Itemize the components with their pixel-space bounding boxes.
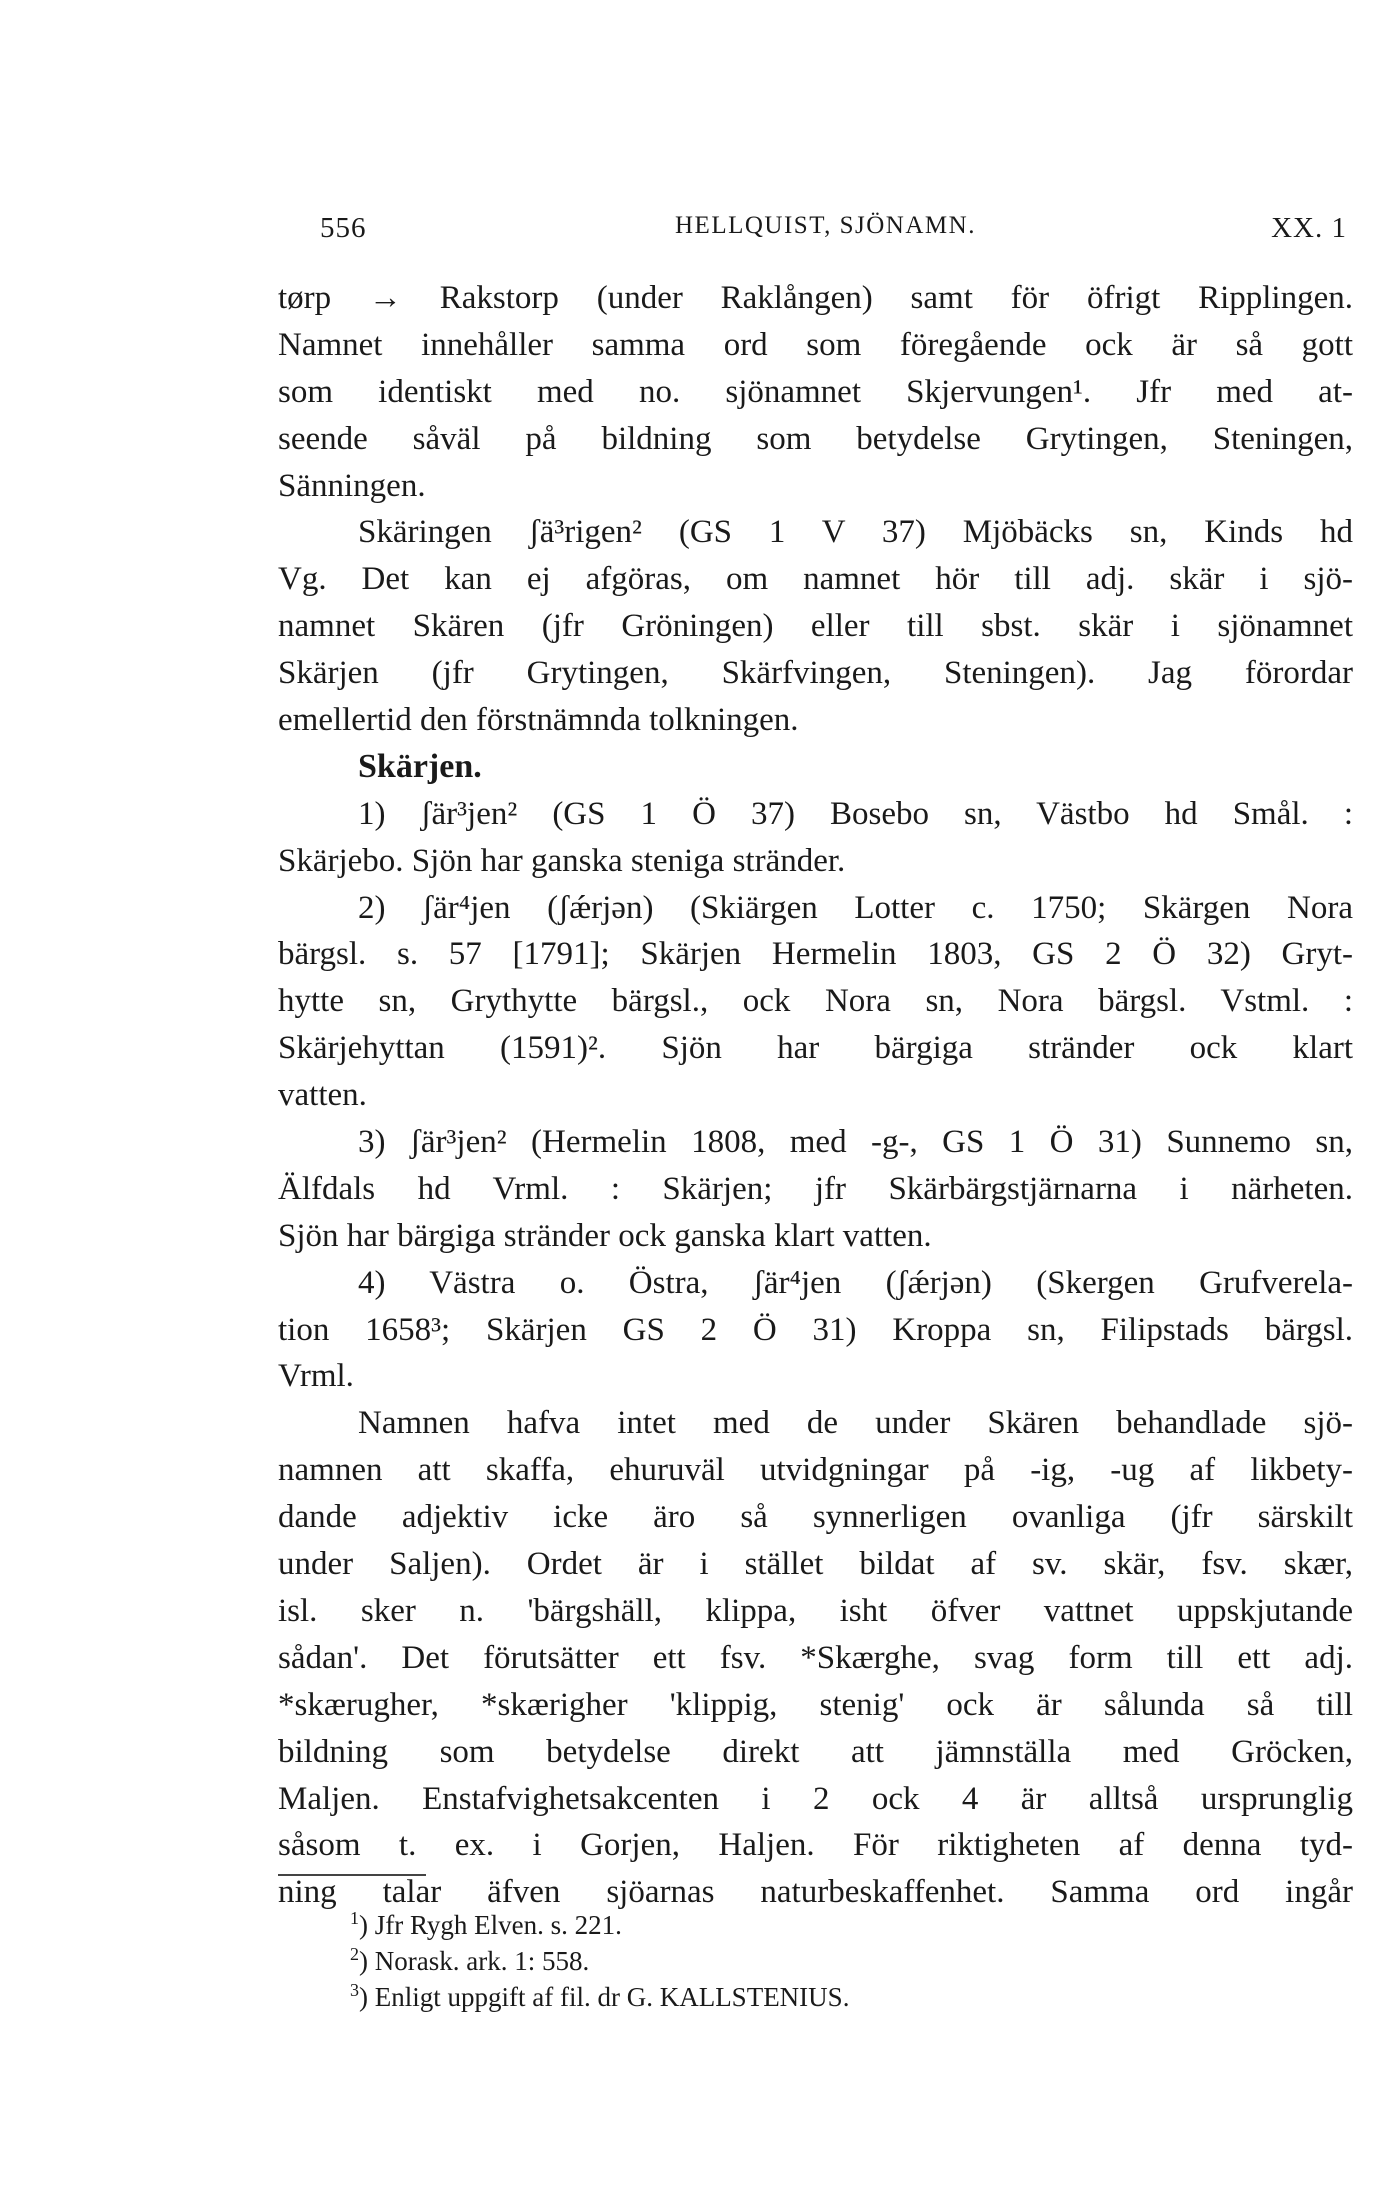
text-line: Skärjen (jfr Grytingen, Skärfvingen, Steningen). Jag förordar xyxy=(278,655,1353,692)
footnote-text: Jfr Rygh Elven. s. 221. xyxy=(374,1910,622,1940)
entry-heading-line: Skäringen ʃä³rigen² (GS 1 V 37) Mjöbäcks sn, Kinds hd xyxy=(358,514,1353,551)
entry-heading: Skärjen. xyxy=(358,747,482,785)
text-line: 1) ʃär³jen² (GS 1 Ö 37) Bosebo sn, Västbo hd Smål. : xyxy=(358,795,1353,832)
text-line: under Saljen). Ordet är i stället bildat af sv. skär, fsv. skær, xyxy=(278,1546,1353,1583)
footnote-number: 2 xyxy=(350,1944,359,1964)
page-number: 556 xyxy=(320,212,367,244)
text-line: bärgsl. s. 57 [1791]; Skärjen Hermelin 1803, GS 2 Ö 32) Gryt- xyxy=(278,936,1353,973)
text-line: såsom t. ex. i Gorjen, Haljen. För riktigheten af denna tyd- xyxy=(278,1827,1353,1864)
text-line: vatten. xyxy=(278,1077,367,1114)
running-title: HELLQUIST, SJÖNAMN. xyxy=(675,212,976,239)
text-line: Skärjebo. Sjön har ganska steniga stränder. xyxy=(278,842,846,879)
footnote: $^3$) Enligt uppgift af fil. dr G. KALLSTENIUS. xyxy=(350,1980,850,2012)
text-line: hytte sn, Grythytte bärgsl., ock Nora sn, Nora bärgsl. Vstml. : xyxy=(278,983,1353,1020)
text-line: 4) Västra o. Östra, ʃär⁴jen (ʃǽrjən) (Skergen Grufverela- xyxy=(358,1264,1353,1301)
text-line: *skærugher, *skærigher 'klippig, stenig' ock är sålunda så till xyxy=(278,1686,1353,1723)
text-line: Maljen. Enstafvighetsakcenten i 2 ock 4 är alltså ursprunglig xyxy=(278,1780,1353,1817)
footnote: $^1$) Jfr Rygh Elven. s. 221. xyxy=(350,1908,622,1940)
text-line: som identiskt med no. sjönamnet Skjervungen¹. Jfr med at- xyxy=(278,373,1353,410)
text-line: namnen att skaffa, ehuruväl utvidgningar på -ig, -ug af likbety- xyxy=(278,1452,1353,1489)
text-line: Sjön har bärgiga stränder ock ganska klart vatten. xyxy=(278,1217,932,1254)
footnotes xyxy=(350,1900,1250,2012)
text-line: tørp → Rakstorp (under Raklången) samt för öfrigt Ripplingen. xyxy=(278,280,1353,316)
text-line: Namnet innehåller samma ord som föregående ock är så gott xyxy=(278,326,1353,363)
text-line: bildning som betydelse direkt att jämnställa med Gröcken, xyxy=(278,1733,1353,1770)
running-header xyxy=(320,212,1347,252)
footnote-number: 1 xyxy=(350,1908,359,1928)
footnote-text: Enligt uppgift af fil. dr G. KALLSTENIUS. xyxy=(374,1982,850,2012)
text-line: dande adjektiv icke äro så synnerligen ovanliga (jfr särskilt xyxy=(278,1499,1353,1536)
text-line: seende såväl på bildning som betydelse Grytingen, Steningen, xyxy=(278,420,1353,457)
footnote: $^2$) Norask. ark. 1: 558. xyxy=(350,1944,590,1976)
text-line: Vg. Det kan ej afgöras, om namnet hör till adj. skär i sjö- xyxy=(278,561,1353,598)
text-line: Namnen hafva intet med de under Skären behandlade sjö- xyxy=(358,1405,1353,1442)
section-number: XX. 1 xyxy=(1271,212,1347,244)
footnote-divider xyxy=(278,1874,426,1876)
text-line: ning talar äfven sjöarnas naturbeskaffenhet. Samma ord ingår xyxy=(278,1874,1353,1911)
text-line: tion 1658³; Skärjen GS 2 Ö 31) Kroppa sn, Filipstads bärgsl. xyxy=(278,1311,1353,1348)
text-line: 3) ʃär³jen² (Hermelin 1808, med -g-, GS 1 Ö 31) Sunnemo sn, xyxy=(358,1124,1353,1161)
text-line: isl. sker n. 'bärgshäll, klippa, isht öfver vattnet uppskjutande xyxy=(278,1592,1353,1629)
footnote-number: 3 xyxy=(350,1980,359,2000)
text-line: Sänningen. xyxy=(278,467,426,504)
text-line: Älfdals hd Vrml. : Skärjen; jfr Skärbärgstjärnarna i närheten. xyxy=(278,1170,1353,1207)
footnote-text: Norask. ark. 1: 558. xyxy=(374,1946,590,1976)
text-line: Skärjehyttan (1591)². Sjön har bärgiga stränder ock klart xyxy=(278,1030,1353,1067)
text-line: namnet Skären (jfr Gröningen) eller till sbst. skär i sjönamnet xyxy=(278,608,1353,645)
main-text xyxy=(278,275,1353,1916)
text-line: Vrml. xyxy=(278,1358,354,1395)
text-line: emellertid den förstnämnda tolkningen. xyxy=(278,702,799,739)
text-line: sådan'. Det förutsätter ett fsv. *Skærghe, svag form till ett adj. xyxy=(278,1639,1353,1676)
text-line: 2) ʃär⁴jen (ʃǽrjən) (Skiärgen Lotter c. 1750; Skärgen Nora xyxy=(358,889,1353,926)
